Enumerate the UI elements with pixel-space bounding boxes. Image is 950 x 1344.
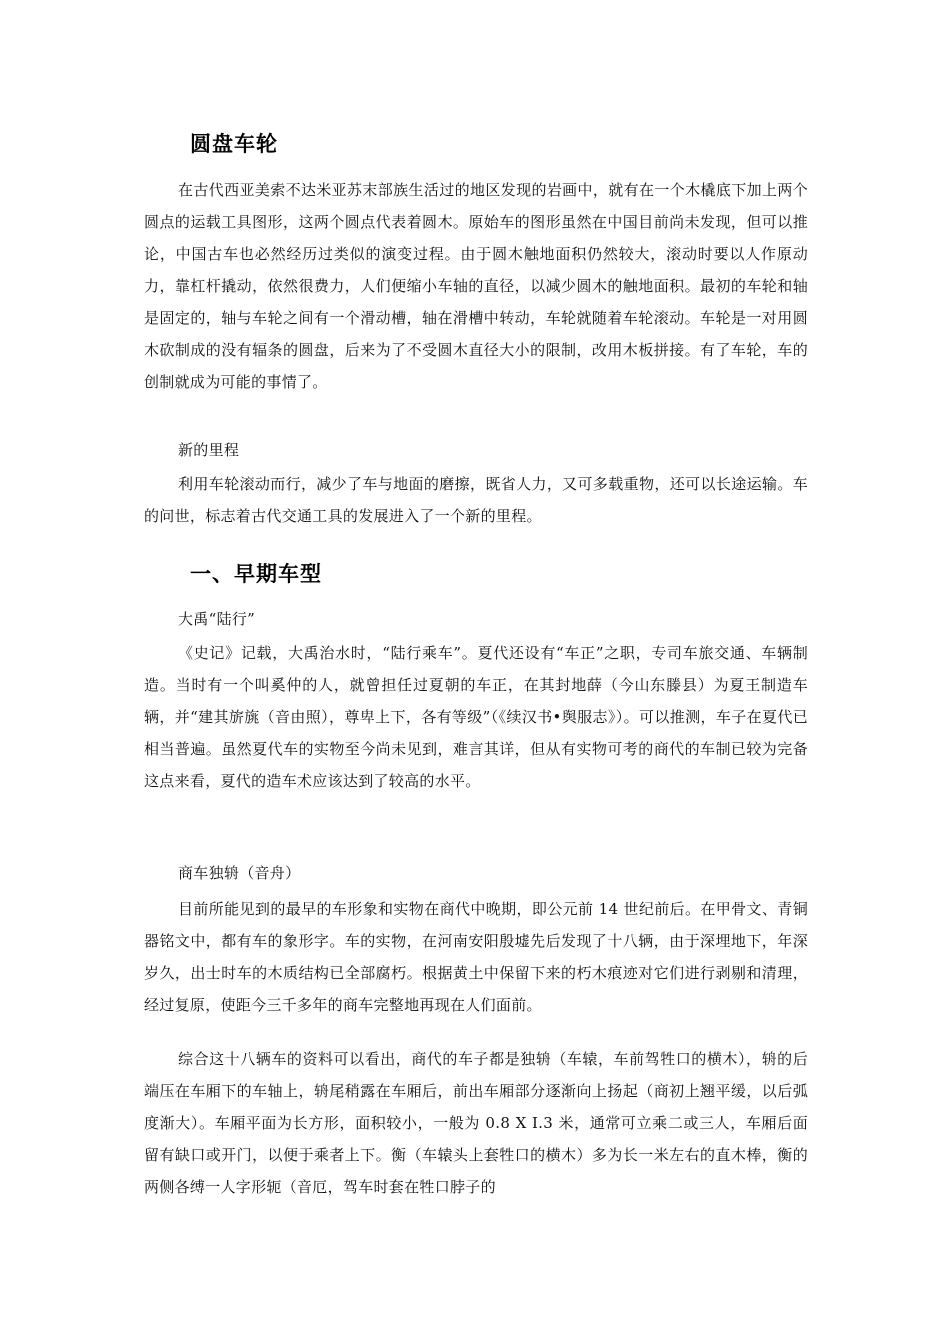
- body-paragraph: 利用车轮滚动而行，减少了车与地面的磨擦，既省人力，又可多载重物，还可以长途运输。车的问世，标志着古代交通工具的发展进入了一个新的里程。: [144, 475, 808, 525]
- body-paragraph: 目前所能见到的最早的车形象和实物在商代中晚期，即公元前 14 世纪前后。在甲骨文、青铜器铭文中，都有车的象形字。车的实物，在河南安阳殷墟先后发现了十八辆，由于深埋地下，年深岁久，出士时车的木质结构已全部腐朽。根据黄土中保留下来的朽木痕迹对它们进行剥剔和清理，经过复原，使距今三千多年的商车完整地再现在人们面前。: [144, 900, 808, 1014]
- body-paragraph: 综合这十八辆车的资料可以看出，商代的车子都是独辀（车辕，车前驾牲口的横木），辀的后端压在车厢下的车轴上，辀尾稍露在车厢后，前出车厢部分逐渐向上扬起（商初上翘平缓，以后弧度渐大）。车厢平面为长方形，面积较小，一般为 0.8 X I.3 米，通常可立乘二或三人，车厢后面留有缺口或开门，以便于乘者上下。衡（车辕头上套牲口的横木）多为长一米左右的直木棒，衡的两侧各缚一人字形轭（音厄，驾车时套在牲口脖子的: [144, 1050, 808, 1196]
- section-heading: 圆盘车轮: [190, 132, 278, 156]
- subsection-title: 新的里程: [178, 441, 240, 459]
- body-paragraph: 《史记》记载，大禹治水时，“陆行乘车”。夏代还设有“车正”之职，专司车旅交通、车辆制造。当时有一个叫奚仲的人，就曾担任过夏朝的车正，在其封地薛（今山东滕县）为夏王制造车辆，并“建其旂旐（音由照），尊卑上下，各有等级”（《续汉书•舆服志》）。可以推测，车子在夏代已相当普遍。虽然夏代车的实物至今尚未见到，难言其详，但从有实物可考的商代的车制已较为完备这点来看，夏代的造车术应该达到了较高的水平。: [144, 644, 808, 790]
- subsection-title: 商车独辀（音舟）: [178, 864, 301, 882]
- body-paragraph: 在古代西亚美索不达米亚苏末部族生活过的地区发现的岩画中，就有在一个木橇底下加上两个圆点的运载工具图形，这两个圆点代表着圆木。原始车的图形虽然在中国目前尚未发现，但可以推论，中国古车也必然经历过类似的演变过程。由于圆木触地面积仍然较大，滚动时要以人作原动力，靠杠杆撬动，依然很费力，人们便缩小车轴的直径，以减少圆木的触地面积。最初的车轮和轴是固定的，轴与车轮之间有一个滑动槽，轴在滑槽中转动，车轮就随着车轮滚动。车轮是一对用圆木砍制成的没有辐条的圆盘，后来为了不受圆木直径大小的限制，改用木板拼接。有了车轮，车的创制就成为可能的事情了。: [144, 181, 808, 391]
- subsection-title: 大禹“陆行”: [178, 610, 256, 628]
- section-heading: 一、早期车型: [190, 562, 322, 586]
